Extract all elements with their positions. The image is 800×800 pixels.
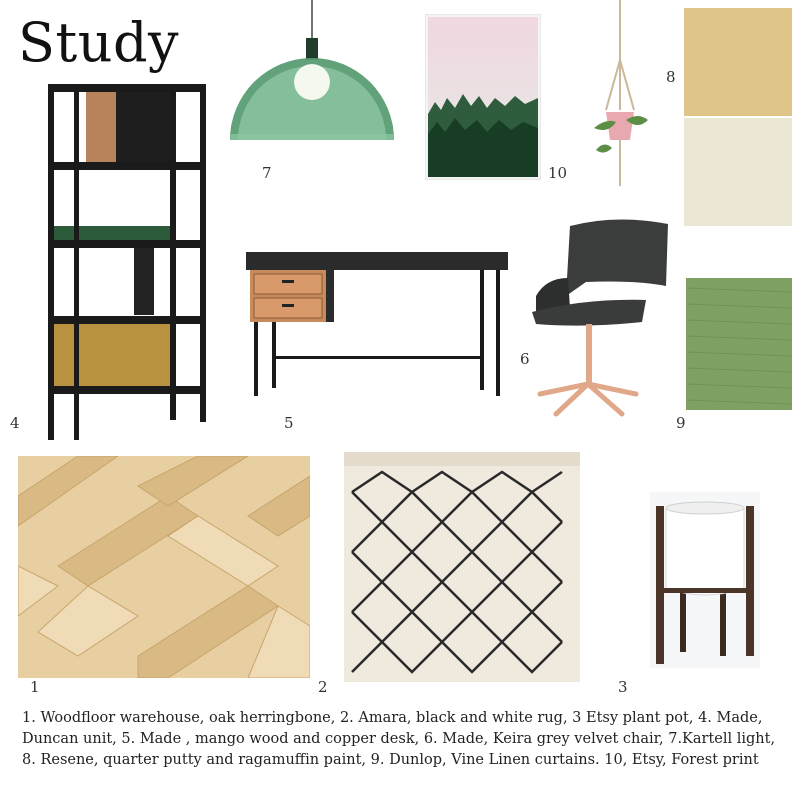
plant-pot-image <box>650 492 760 668</box>
desk-image <box>244 250 510 400</box>
item-number-1: 1 <box>30 678 40 696</box>
chair-image <box>526 216 676 418</box>
forest-print-image <box>425 14 541 180</box>
item-number-5: 5 <box>284 414 294 432</box>
items-caption: 1. Woodfloor warehouse, oak herringbone, 2. Amara, black and white rug, 3 Etsy plant pot, 4. Made, Duncan unit, 5. Made , mango wood and copper desk, 6. Made, Keira grey velvet chair, 7.Kartell light, 8. Resene, quarter putty and ragamuffin paint, 9. Dunlop, Vine Linen curtains. 10, Etsy, Forest print <box>22 710 776 768</box>
paint-swatch-quarter-putty <box>684 8 792 116</box>
page-title: Study <box>18 11 180 74</box>
item-number-10: 10 <box>548 164 568 182</box>
hanging-plant-image <box>586 0 656 186</box>
oak-herringbone-image <box>18 456 310 678</box>
item-number-8: 8 <box>666 68 676 86</box>
item-number-3: 3 <box>618 678 628 696</box>
item-number-7: 7 <box>262 164 272 182</box>
item-number-6: 6 <box>520 350 530 368</box>
paint-swatch-ragamuffin <box>684 118 792 226</box>
item-number-2: 2 <box>318 678 328 696</box>
linen-swatch-vine <box>686 278 792 410</box>
pendant-light-image <box>226 0 396 150</box>
shelf-unit-image <box>44 80 210 442</box>
item-number-9: 9 <box>676 414 686 432</box>
item-number-4: 4 <box>10 414 20 432</box>
black-white-rug-image <box>342 452 582 682</box>
